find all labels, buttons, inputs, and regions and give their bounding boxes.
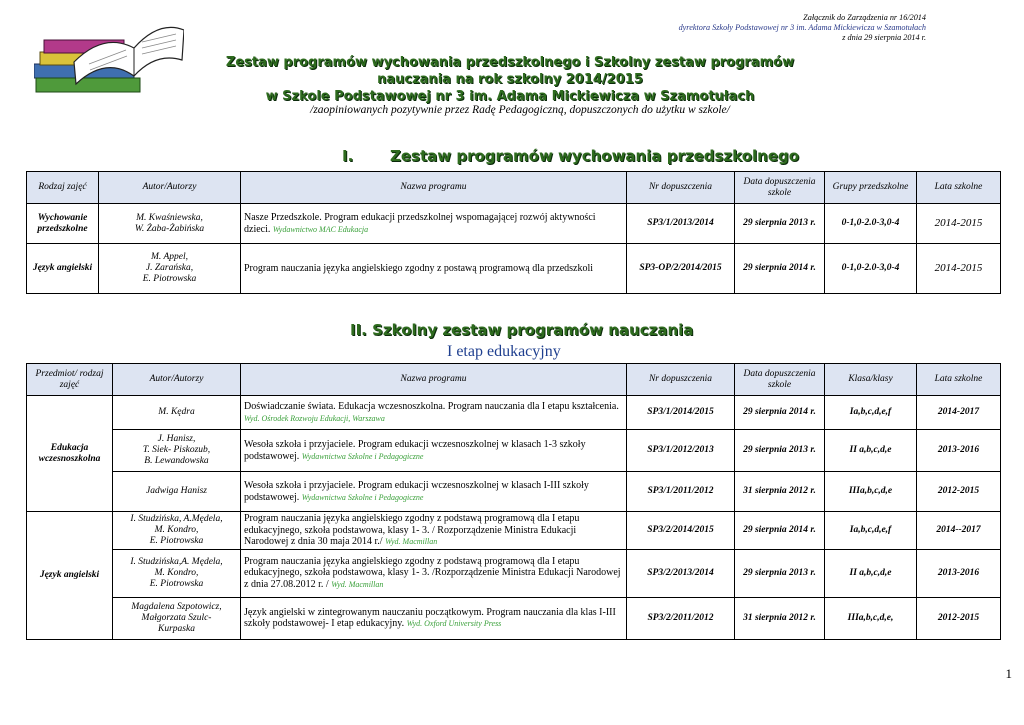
books-illustration (34, 12, 184, 100)
table-row (27, 512, 1001, 550)
publisher: Wydawnictwa Szkolne i Pedagogiczne (301, 451, 424, 461)
approval-date: 29 sierpnia 2013 r. (735, 430, 825, 472)
classes-cell: II a,b,c,d,e (825, 430, 917, 472)
author-name: M. Kondro, (154, 524, 199, 535)
authors-cell (113, 472, 241, 512)
document-title: Zestaw programów wychowania przedszkolnego i Szkolny zestaw programów nauczania na rok szkolny 2014/2015 w Szkole Podstawowej nr 3 im. Adama Mickiewicza w Szamotułach (225, 55, 795, 104)
annex-line-2: dyrektora Szkoły Podstawowej nr 3 im. Adama Mickiewicza w Szamotułach (678, 23, 926, 32)
subject-cell: Wychowanie przedszkolne (27, 204, 99, 244)
approval-number: SP3/1/2012/2013 (627, 430, 735, 472)
program-name-cell (241, 396, 627, 430)
program-name-cell (241, 472, 627, 512)
program-name: Język angielski w zintegrowanym nauczaniu początkowym. Program nauczania dla klas I-III szkoły podstawowej- I etap edukacyjny. (244, 606, 616, 629)
stage-title: I etap edukacyjny (447, 343, 561, 360)
approval-date: 31 sierpnia 2012 r. (735, 597, 825, 639)
approval-date: 31 sierpnia 2012 r. (735, 472, 825, 512)
years-cell: 2014--2017 (917, 512, 1001, 550)
publisher: Wydawnictwo MAC Edukacja (272, 224, 369, 234)
authors-cell (113, 549, 241, 597)
column-header: Nazwa programu (241, 364, 627, 396)
approval-number: SP3/2/2014/2015 (627, 512, 735, 550)
author-name: M. Kwaśniewska, (136, 212, 203, 223)
years-cell: 2014-2015 (917, 244, 1001, 294)
publisher: Wydawnictwa Szkolne i Pedagogiczne (301, 492, 424, 502)
column-header: Nr dopuszczenia (627, 172, 735, 204)
author-name: I. Studzińska, A.Mędela, (130, 513, 223, 524)
column-header: Lata szkolne (917, 364, 1001, 396)
column-header: Grupy przedszkolne (825, 172, 917, 204)
classes-cell: IIIa,b,c,d,e (825, 472, 917, 512)
column-header: Autor/Autorzy (99, 172, 241, 204)
years-cell: 2012-2015 (917, 472, 1001, 512)
page-number: 1 (1005, 666, 1012, 681)
column-header: Data dopuszczenia szkole (735, 364, 825, 396)
section-1-number: I. (342, 147, 354, 165)
approval-date: 29 sierpnia 2013 r. (735, 204, 825, 244)
table-row (27, 549, 1001, 597)
approval-number: SP3/2/2013/2014 (627, 549, 735, 597)
author-name: E. Piotrowska (149, 578, 204, 589)
approval-number: SP3/1/2013/2014 (627, 204, 735, 244)
years-cell: 2014-2017 (917, 396, 1001, 430)
preschool-table (26, 171, 1001, 294)
approval-date: 29 sierpnia 2013 r. (735, 549, 825, 597)
classes-cell: Ia,b,c,d,e,f (825, 512, 917, 550)
column-header: Autor/Autorzy (113, 364, 241, 396)
author-name: Jadwiga Hanisz (146, 486, 207, 496)
approval-date: 29 sierpnia 2014 r. (735, 244, 825, 294)
author-name: T. Siek- Piskozub, (142, 445, 211, 455)
author-name: E. Piotrowska (142, 274, 197, 284)
program-name: Program nauczania języka angielskiego zgodny z podstawą programową dla I etapu edukacyjnego, szkoła podstawowa, klasy 1- 3. /Rozporządzenie Ministra Edukacji Narodowej z dnia 27.08.2012 r. / (244, 555, 621, 590)
author-name: B. Lewandowska (144, 456, 209, 466)
author-name: M. Appel, (150, 252, 189, 262)
column-header: Przedmiot/ rodzaj zajęć (27, 364, 113, 396)
authors-cell (113, 597, 241, 639)
years-cell: 2013-2016 (917, 549, 1001, 597)
table-row (27, 396, 1001, 430)
school-programs-table (26, 363, 1001, 640)
approval-date: 29 sierpnia 2014 r. (735, 396, 825, 430)
table-header-row (27, 172, 1001, 204)
subject-cell: Język angielski (27, 512, 113, 640)
program-name-cell (241, 597, 627, 639)
approval-number: SP3/2/2011/2012 (627, 597, 735, 639)
classes-cell: IIIa,b,c,d,e, (825, 597, 917, 639)
publisher: Wyd. Oxford University Press (406, 619, 502, 628)
authors-cell (113, 396, 241, 430)
classes-cell: Ia,b,c,d,e,f (825, 396, 917, 430)
program-name-cell (241, 512, 627, 550)
publisher: Wyd. Macmillan (385, 537, 438, 546)
table-row (27, 204, 1001, 244)
approval-date: 29 sierpnia 2014 r. (735, 512, 825, 550)
author-name: W. Żaba-Żabińska (134, 223, 205, 234)
program-name: Wesoła szkoła i przyjaciele. Program edukacji wczesnoszkolnej w klasach 1-3 szkoły podstawowej. (244, 439, 586, 462)
classes-cell: II a,b,c,d,e (825, 549, 917, 597)
program-name: Program nauczania języka angielskiego zgodny z postawą programową dla przedszkoli (244, 262, 594, 274)
author-name: Kurpaska (158, 623, 195, 634)
authors-cell (99, 204, 241, 244)
column-header: Nr dopuszczenia (627, 364, 735, 396)
table-row (27, 244, 1001, 294)
author-name: Magdalena Szpotowicz, (131, 601, 222, 612)
author-name: M. Kondro, (154, 567, 199, 578)
program-name: Doświadczanie świata. Edukacja wczesnoszkolna. Program nauczania dla I etapu kształcenia. (244, 401, 619, 412)
annex-line-3: z dnia 29 sierpnia 2014 r. (842, 33, 926, 42)
column-header: Nazwa programu (241, 172, 627, 204)
subject-cell: Język angielski (27, 244, 99, 294)
program-name-cell (241, 430, 627, 472)
table-row (27, 472, 1001, 512)
annex-line-1: Załącznik do Zarządzenia nr 16/2014 (803, 13, 926, 22)
section-1-title: Zestaw programów wychowania przedszkolnego (390, 147, 800, 165)
approval-number: SP3/1/2014/2015 (627, 396, 735, 430)
column-header: Rodzaj zajęć (27, 172, 99, 204)
column-header: Lata szkolne (917, 172, 1001, 204)
groups-cell: 0-1,0-2.0-3,0-4 (825, 244, 917, 294)
program-name-cell (241, 549, 627, 597)
author-name: E. Piotrowska (149, 535, 204, 546)
table-row (27, 430, 1001, 472)
years-cell: 2014-2015 (917, 204, 1001, 244)
column-header: Data dopuszczenia szkole (735, 172, 825, 204)
authors-cell (99, 244, 241, 294)
authors-cell (113, 512, 241, 550)
publisher: Wyd. Macmillan (331, 579, 384, 589)
author-name: J. Hanisz, (157, 434, 196, 444)
table-header-row (27, 364, 1001, 396)
authors-cell (113, 430, 241, 472)
author-name: I. Studzińska,A. Mędela, (130, 556, 223, 567)
program-name-cell (241, 244, 627, 294)
document-subtitle: /zaopiniowanych pozytywnie przez Radę Pedagogiczną, dopuszczonych do użytku w szkole/ (310, 104, 730, 116)
program-name: Nasze Przedszkole. Program edukacji przedszkolnej wspomagającej rozwój aktywności dzieci. (244, 212, 596, 235)
section-2-title: II. Szkolny zestaw programów nauczania (350, 321, 694, 339)
annex-note (646, 13, 926, 43)
approval-number: SP3/1/2011/2012 (627, 472, 735, 512)
years-cell: 2012-2015 (917, 597, 1001, 639)
approval-number: SP3-OP/2/2014/2015 (627, 244, 735, 294)
subject-cell: Edukacja wczesnoszkolna (27, 396, 113, 512)
author-name: J. Zarańska, (145, 263, 194, 273)
years-cell: 2013-2016 (917, 430, 1001, 472)
column-header: Klasa/klasy (825, 364, 917, 396)
table-row (27, 597, 1001, 639)
groups-cell: 0-1,0-2.0-3,0-4 (825, 204, 917, 244)
program-name: Program nauczania języka angielskiego zgodny z podstawą programową dla I etapu edukacyjnego, szkoła podstawowa, klasy 1- 3. / Rozporządzenie Ministra Edukacji Narodowej z dnia 30 maja 2014 r./ (244, 513, 580, 547)
publisher: Wyd. Ośrodek Rozwoju Edukacji, Warszawa (244, 413, 385, 423)
program-name: Wesoła szkoła i przyjaciele. Program edukacji wczesnoszkolnej w klasach I-III szkoły podstawowej. (244, 480, 589, 503)
program-name-cell (241, 204, 627, 244)
author-name: M. Kędra (158, 407, 195, 417)
author-name: Małgorzata Szulc- (141, 612, 212, 623)
